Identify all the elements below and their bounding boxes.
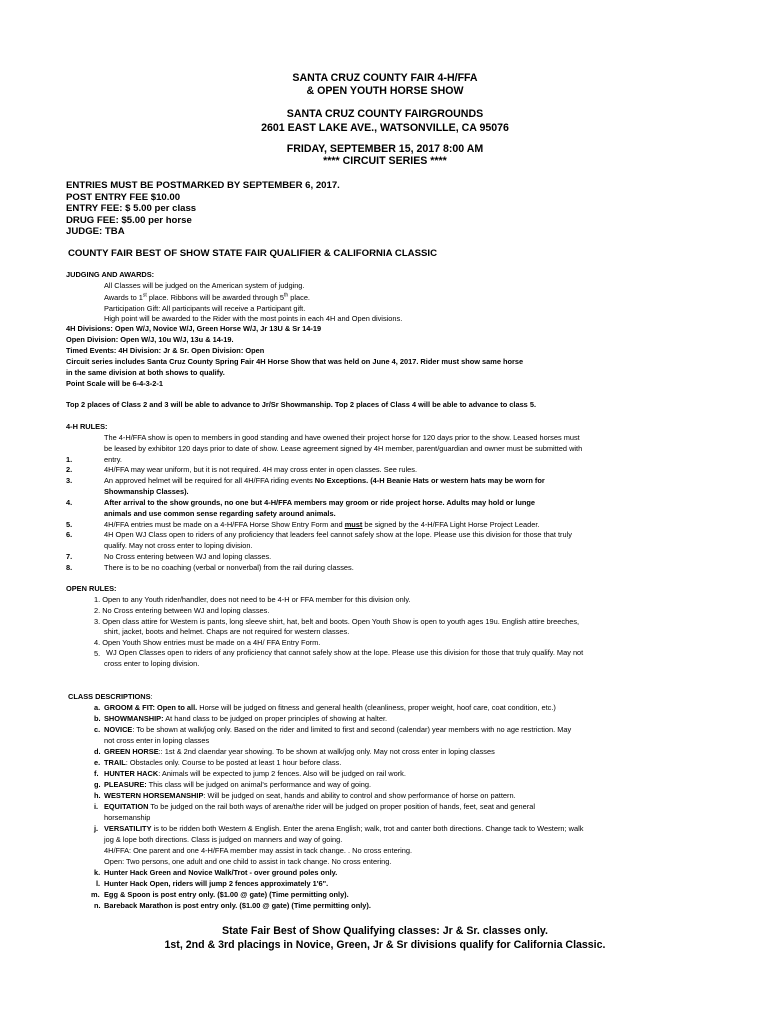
rule-number: 2. — [66, 465, 73, 474]
rule-text: be leased by exhibitor 120 days prior to date of show. Lease agreement signed by 4H member, parent/guardian and owner must be submitted with — [104, 444, 583, 453]
open-rule-number: 5. — [94, 649, 101, 658]
class-letter: f. — [94, 769, 99, 778]
awards-line: Awards to 1st place. Ribbons will be awarded through 5th place. — [104, 292, 310, 302]
rule-text: 4H Open WJ Class open to riders of any proficiency that leaders feel cannot safely show at the lope. Please use this division for those that truly — [104, 530, 572, 539]
footer-line-1: State Fair Best of Show Qualifying classes: Jr & Sr. classes only. — [222, 925, 548, 937]
open-rule: 1. Open to any Youth rider/handler, does not need to be 4-H or FFA member for this division only. — [94, 595, 411, 604]
rule-text: After arrival to the show grounds, no one but 4-H/FFA members may groom or ride project horse. Adults may hold or lunge — [104, 498, 536, 507]
division-line: Circuit series includes Santa Cruz County Spring Fair 4H Horse Show that was held on June 4, 2017. Rider must show same horse — [66, 357, 524, 366]
class-item: GROOM & FIT: Open to all. Horse will be judged on fitness and general health (cleanliness, proper weight, hoof care, coat condition, etc.) — [104, 703, 556, 712]
open-rule: 2. No Cross entering between WJ and loping classes. — [94, 606, 270, 615]
drug-fee: DRUG FEE: $5.00 per horse — [66, 215, 192, 226]
class-item: NOVICE: To be shown at walk/jog only. Based on the rider and limited to first and second (calendar) year members with no age restriction. May — [104, 725, 572, 734]
rule-text: There is to be no coaching (verbal or nonverbal) from the rail during classes. — [104, 563, 354, 572]
class-item-cont: 4H/FFA: One parent and one 4-H/FFA member may assist in tack change. . No cross entering. — [104, 846, 413, 855]
class-item: Hunter Hack Green and Novice Walk/Trot - over ground poles only. — [104, 868, 338, 877]
rule-number: 1. — [66, 455, 73, 464]
qualifier-heading: COUNTY FAIR BEST OF SHOW STATE FAIR QUALIFIER & CALIFORNIA CLASSIC — [68, 248, 438, 259]
class-letter: c. — [94, 725, 101, 734]
address: 2601 EAST LAKE AVE., WATSONVILLE, CA 95076 — [261, 122, 509, 134]
class-letter: j. — [94, 824, 99, 833]
open-rules-heading: OPEN RULES: — [66, 584, 117, 593]
rule-number: 4. — [66, 498, 73, 507]
class-letter: b. — [94, 714, 101, 723]
class-item: Egg & Spoon is post entry only. ($1.00 @ gate) (Time permitting only). — [104, 890, 349, 899]
class-letter: i. — [94, 802, 99, 811]
class-item: Bareback Marathon is post entry only. ($1.00 @ gate) (Time permitting only). — [104, 901, 371, 910]
division-line: Open Division: Open W/J, 10u W/J, 13u & 14-19. — [66, 335, 234, 344]
show-date: FRIDAY, SEPTEMBER 15, 2017 8:00 AM — [286, 143, 484, 155]
class-item: TRAIL: Obstacles only. Course to be posted at least 1 hour before class. — [104, 758, 342, 767]
post-entry-fee: POST ENTRY FEE $10.00 — [66, 192, 181, 203]
judging-line-1: All Classes will be judged on the American system of judging. — [104, 281, 305, 290]
advance-note: Top 2 places of Class 2 and 3 will be able to advance to Jr/Sr Showmanship. Top 2 places of Class 4 will be able to advance to class 5. — [66, 400, 537, 409]
rule-number: 6. — [66, 530, 73, 539]
rule-number: 3. — [66, 476, 73, 485]
rule-text: entry. — [104, 455, 122, 464]
rule-text: Showmanship Classes). — [104, 487, 189, 496]
judge: JUDGE: TBA — [66, 226, 125, 237]
class-item: SHOWMANSHIP: At hand class to be judged on proper principles of showing at halter. — [104, 714, 388, 723]
class-item-cont: jog & lope both directions. Class is judged on manners and way of going. — [104, 835, 343, 844]
class-letter: l. — [96, 879, 101, 888]
class-item-cont: horsemanship — [104, 813, 151, 822]
rule-text: An approved helmet will be required for all 4H/FFA riding events No Exceptions. (4-H Beanie Hats or western hats may be worn for — [104, 476, 545, 485]
rule-text: No Cross entering between WJ and loping classes. — [104, 552, 272, 561]
postmark-deadline: ENTRIES MUST BE POSTMARKED BY SEPTEMBER 6, 2017. — [66, 180, 340, 191]
title-line-1: SANTA CRUZ COUNTY FAIR 4-H/FFA — [292, 72, 478, 84]
footer-line-2: 1st, 2nd & 3rd placings in Novice, Green, Jr & Sr divisions qualify for California Classic. — [164, 939, 606, 951]
division-line: Timed Events: 4H Division: Jr & Sr. Open Division: Open — [66, 346, 265, 355]
rule-number: 5. — [66, 520, 73, 529]
class-item: Hunter Hack Open, riders will jump 2 fences approximately 1'6". — [104, 879, 329, 888]
class-letter: g. — [94, 780, 101, 789]
division-line: in the same division at both shows to qualify. — [66, 368, 225, 377]
rule-number: 8. — [66, 563, 73, 572]
rule-number: 7. — [66, 552, 73, 561]
high-point: High point will be awarded to the Rider with the most points in each 4H and Open divisions. — [104, 314, 403, 323]
venue: SANTA CRUZ COUNTY FAIRGROUNDS — [286, 108, 484, 120]
rules-4h-heading: 4-H RULES: — [66, 422, 108, 431]
judging-heading: JUDGING AND AWARDS: — [66, 270, 155, 279]
class-letter: n. — [94, 901, 101, 910]
class-letter: k. — [94, 868, 101, 877]
class-item-cont: not cross enter in loping classes — [104, 736, 210, 745]
class-item: EQUITATION To be judged on the rail both ways of arena/the rider will be judged on proper position of hands, feet, seat and general — [104, 802, 535, 811]
class-item: PLEASURE: This class will be judged on animal's performance and way of going. — [104, 780, 372, 789]
rule-text: The 4-H/FFA show is open to members in good standing and have owened their project horse for 120 days prior to the show. Leased horses must — [104, 433, 580, 442]
title-line-2: & OPEN YOUTH HORSE SHOW — [306, 85, 464, 97]
class-item-cont: Open: Two persons, one adult and one child to assist in tack change. No cross entering. — [104, 857, 392, 866]
class-letter: m. — [91, 890, 100, 899]
rule-text: animals and use common sense regarding safety around animals. — [104, 509, 336, 518]
rule-text: qualify. May not cross enter to loping division. — [104, 541, 253, 550]
rule-text: 4H/FFA entries must be made on a 4-H/FFA Horse Show Entry Form and must be signed by the 4-H/FFA Light Horse Project Leader. — [104, 520, 540, 529]
class-item: WESTERN HORSEMANSHIP: Will be judged on seat, hands and ability to control and show performance of horse on pattern. — [104, 791, 516, 800]
class-item: GREEN HORSE:: 1st & 2nd claendar year showing. To be shown at walk/jog only. May not cross enter in loping classes — [104, 747, 495, 756]
open-rule: cross enter to loping division. — [104, 659, 200, 668]
open-rule: 3. Open class attire for Western is pants, long sleeve shirt, hat, belt and boots. Open Youth Show is open to youth ages 19u. English attire breeches, — [94, 617, 580, 626]
class-letter: a. — [94, 703, 101, 712]
class-item: HUNTER HACK: Animals will be expected to jump 2 fences. Also will be judged on rail work. — [104, 769, 406, 778]
class-letter: d. — [94, 747, 101, 756]
class-letter: e. — [94, 758, 101, 767]
point-scale: Point Scale will be 6-4-3-2-1 — [66, 379, 163, 388]
open-rule: shirt, jacket, boots and helmet. Chaps are not required for western classes. — [104, 627, 350, 636]
open-rule: 4. Open Youth Show entries must be made on a 4H/ FFA Entry Form. — [94, 638, 321, 647]
entry-fee: ENTRY FEE: $ 5.00 per class — [66, 203, 197, 214]
rule-text: 4H/FFA may wear uniform, but it is not required. 4H may cross enter in open classes. See rules. — [104, 465, 418, 474]
class-letter: h. — [94, 791, 101, 800]
open-rule: WJ Open Classes open to riders of any proficiency that cannot safely show at the lope. Please use this division for those that truly qualify. May not — [106, 648, 584, 657]
class-descriptions-heading: CLASS DESCRIPTIONS: — [68, 692, 153, 701]
division-line: 4H Divisions: Open W/J, Novice W/J, Green Horse W/J, Jr 13U & Sr 14-19 — [66, 324, 322, 333]
class-item: VERSATILITY is to be ridden both Western & English. Enter the arena English; walk, trot and canter both directions. Change tack to Western; walk — [104, 824, 584, 833]
circuit-series: **** CIRCUIT SERIES **** — [323, 155, 447, 167]
participation-gift: Participation Gift: All participants will receive a Participant gift. — [104, 304, 306, 313]
